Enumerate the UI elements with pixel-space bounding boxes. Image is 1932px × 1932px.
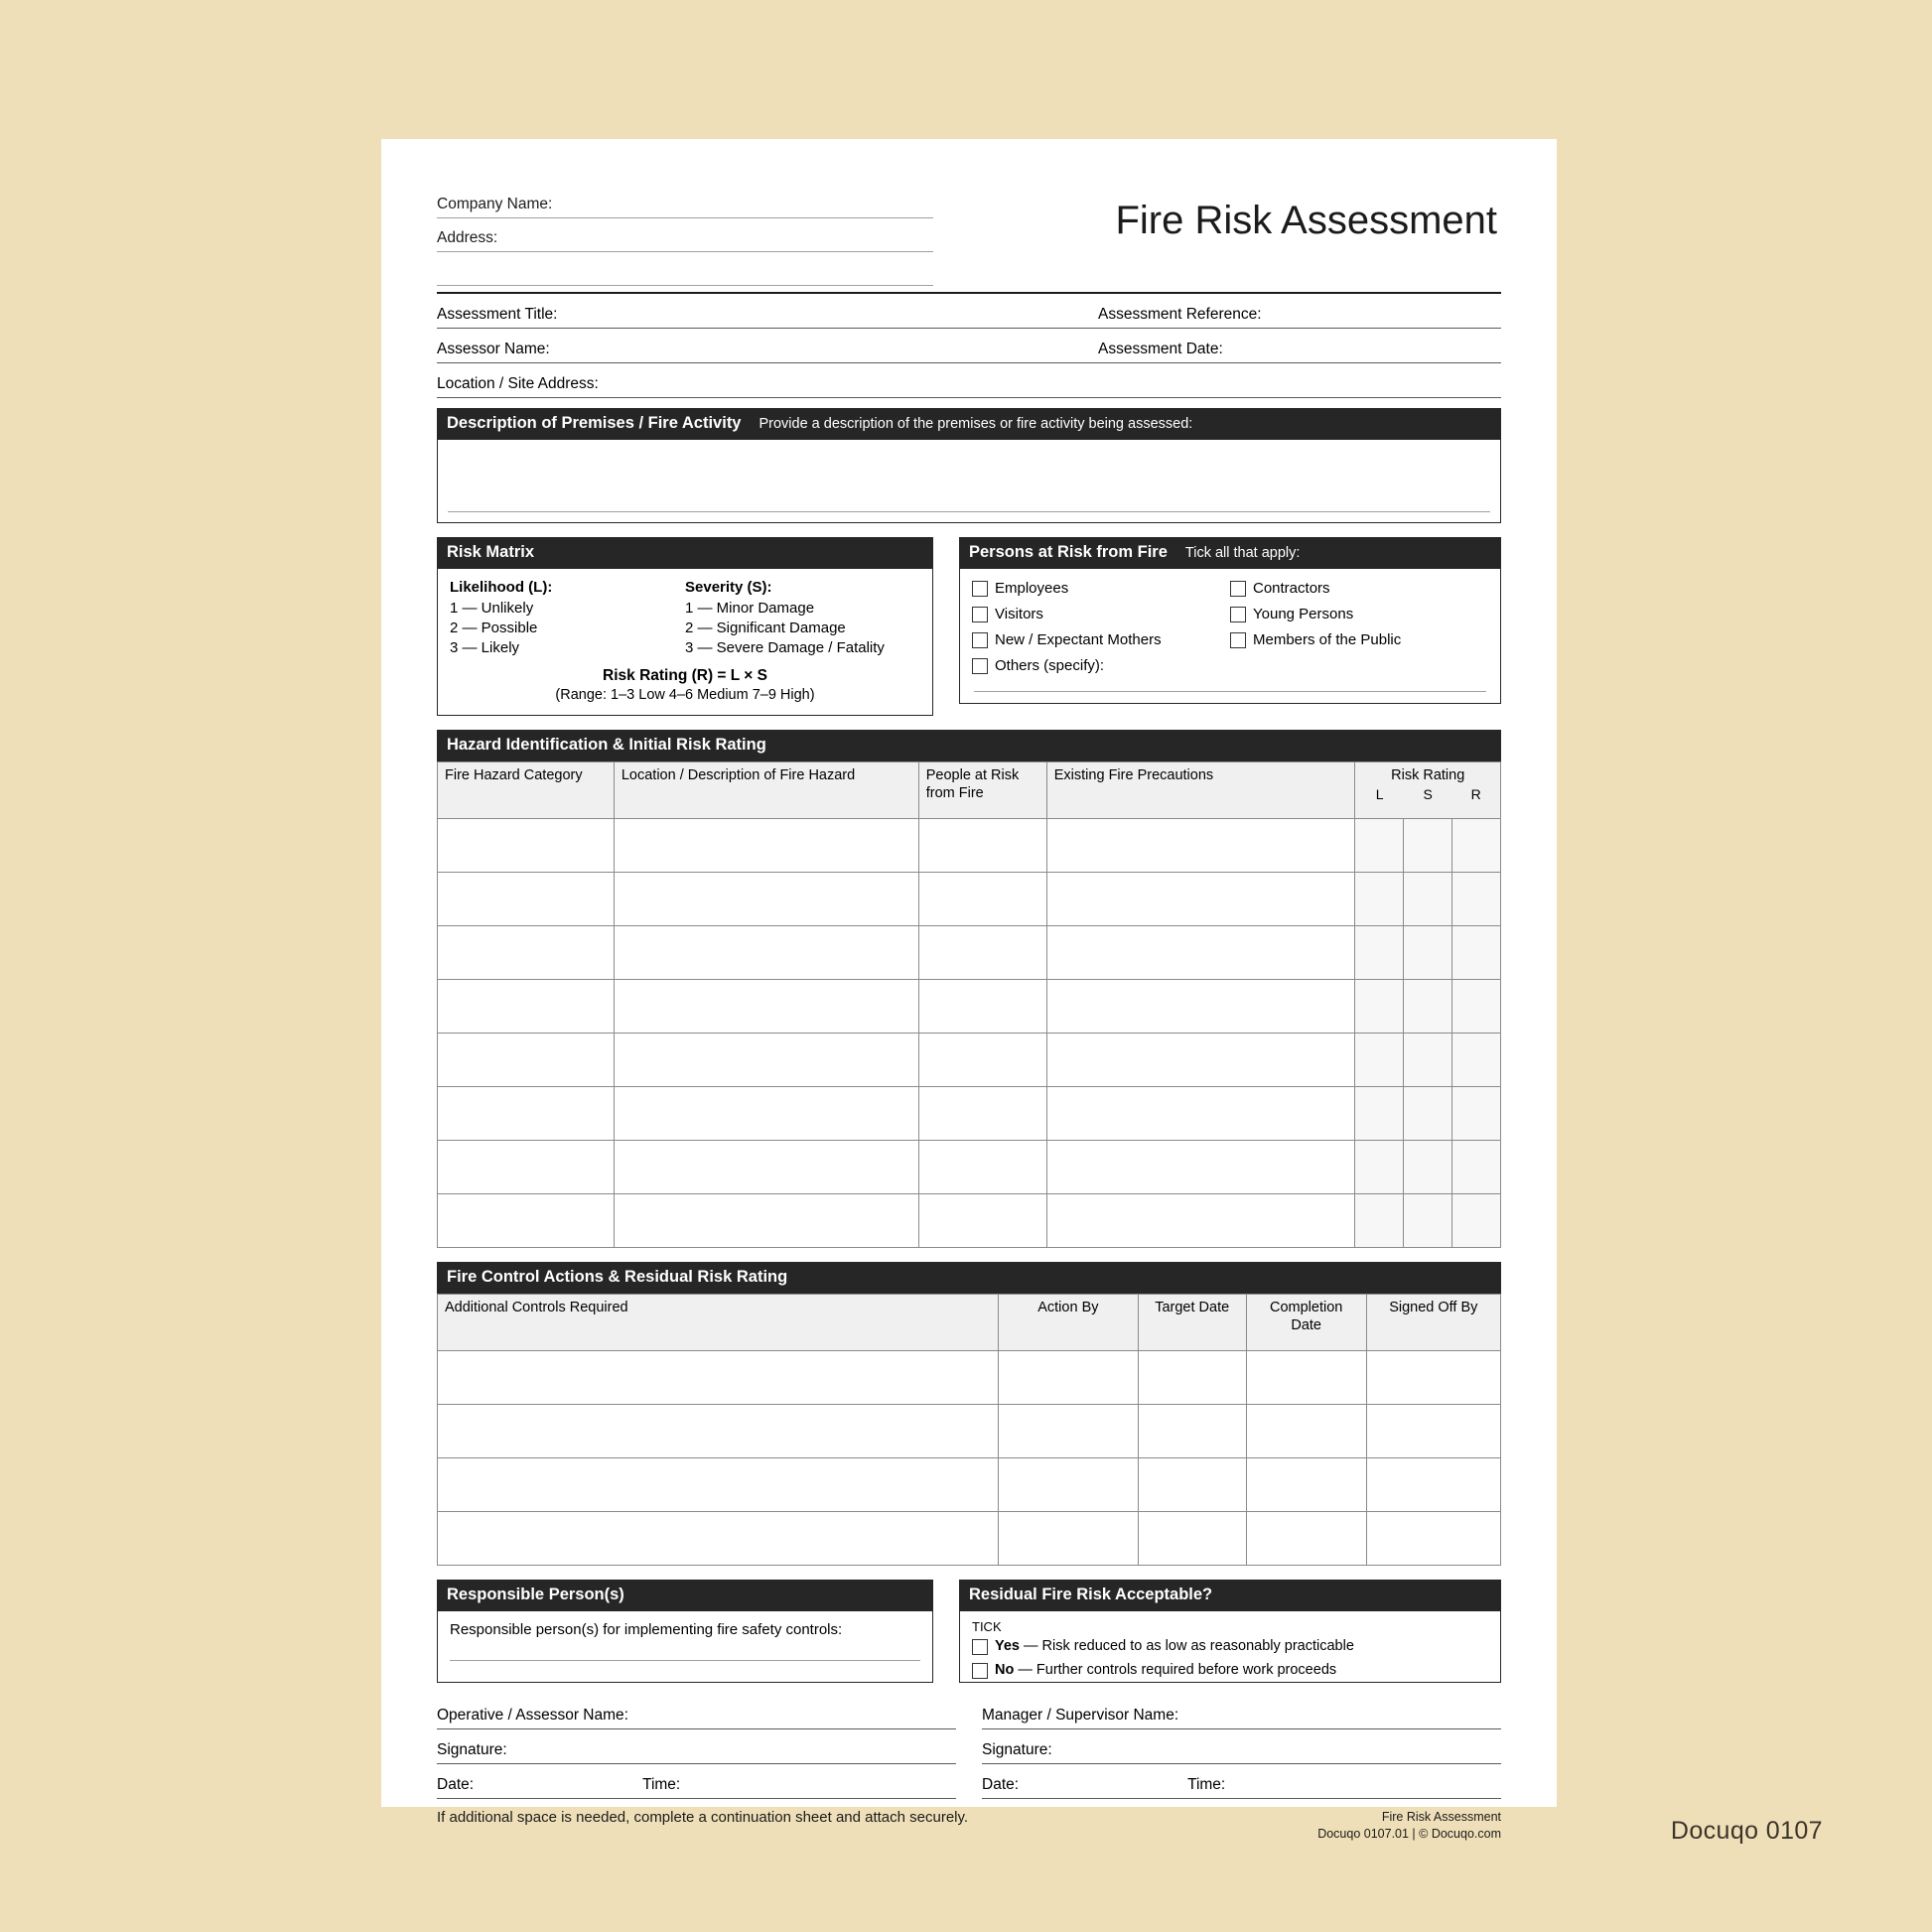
checkbox-label: Members of the Public <box>1253 631 1402 648</box>
residual-yes-bold: Yes <box>995 1638 1020 1655</box>
checkbox-residual-no[interactable] <box>972 1662 1488 1679</box>
cell-completion-date[interactable] <box>1246 1351 1366 1405</box>
address-field-line2[interactable] <box>437 252 933 286</box>
operative-name-label: Operative / Assessor Name: <box>437 1707 628 1725</box>
address-label: Address: <box>437 229 498 246</box>
risk-rating-sub-l: L <box>1375 785 1384 802</box>
controls-bar-title: Fire Control Actions & Residual Risk Rating <box>447 1268 788 1287</box>
signoff-row <box>437 1695 1501 1799</box>
cell-additional[interactable] <box>438 1458 999 1512</box>
cell-l[interactable] <box>1355 1141 1404 1194</box>
manager-name-field[interactable] <box>982 1695 1501 1729</box>
cell-action-by[interactable] <box>999 1458 1139 1512</box>
cell-target-date[interactable] <box>1138 1351 1246 1405</box>
manager-signature-label: Signature: <box>982 1741 1052 1759</box>
persons-bar-title: Persons at Risk from Fire <box>969 543 1168 561</box>
table-row[interactable] <box>438 926 1501 980</box>
controls-col-additional: Additional Controls Required <box>438 1295 999 1351</box>
description-bar-subtitle: Provide a description of the premises or fire activity being assessed: <box>759 416 1193 432</box>
likelihood-heading: Likelihood (L): <box>450 579 553 596</box>
checkbox-label: Employees <box>995 580 1069 597</box>
severity-item: 3 — Severe Damage / Fatality <box>685 638 885 656</box>
persons-at-risk-body <box>959 569 1501 704</box>
cell-people[interactable] <box>918 926 1046 980</box>
controls-table-body <box>438 1351 1501 1566</box>
responsible-bar-title: Responsible Person(s) <box>447 1586 624 1604</box>
table-row[interactable] <box>438 819 1501 873</box>
cell-signed-off-by[interactable] <box>1366 1405 1500 1458</box>
cell-s[interactable] <box>1404 1087 1452 1141</box>
risk-rating-formula: Risk Rating (R) = L × S <box>603 667 767 685</box>
cell-r[interactable] <box>1452 819 1501 873</box>
document-code: Docuqo 0107 <box>1670 1817 1823 1845</box>
checkbox-icon[interactable] <box>972 581 988 597</box>
hazard-table-body <box>438 819 1501 1248</box>
risk-rating-title: Risk Rating <box>1391 767 1465 784</box>
risk-matrix-body <box>437 569 933 716</box>
description-section-bar <box>437 408 1501 440</box>
footer-meta-line2: Docuqo 0107.01 | © Docuqo.com <box>1317 1827 1501 1842</box>
cell-precautions[interactable] <box>1046 1141 1355 1194</box>
cell-people[interactable] <box>918 873 1046 926</box>
residual-bar <box>959 1580 1501 1611</box>
cell-action-by[interactable] <box>999 1512 1139 1566</box>
cell-s[interactable] <box>1404 819 1452 873</box>
cell-location[interactable] <box>614 980 918 1034</box>
cell-location[interactable] <box>614 873 918 926</box>
hazard-bar-title: Hazard Identification & Initial Risk Rating <box>447 736 766 755</box>
operative-signature-label: Signature: <box>437 1741 507 1759</box>
operative-signature-field[interactable] <box>437 1729 956 1764</box>
residual-no-bold: No <box>995 1662 1015 1679</box>
document-page <box>381 139 1557 1842</box>
cell-location[interactable] <box>614 1141 918 1194</box>
checkbox-others[interactable] <box>972 657 1488 674</box>
company-name-field[interactable] <box>437 185 933 218</box>
table-row[interactable] <box>438 873 1501 926</box>
document-footer <box>437 1809 1501 1843</box>
table-row[interactable] <box>438 1034 1501 1087</box>
table-row[interactable] <box>438 1087 1501 1141</box>
table-row[interactable] <box>438 1512 1501 1566</box>
description-input-area[interactable] <box>448 450 1490 512</box>
controls-col-signed-off-by: Signed Off By <box>1366 1295 1500 1351</box>
cell-precautions[interactable] <box>1046 873 1355 926</box>
cell-signed-off-by[interactable] <box>1366 1458 1500 1512</box>
persons-at-risk-bar <box>959 537 1501 569</box>
table-row[interactable] <box>438 980 1501 1034</box>
table-row[interactable] <box>438 1351 1501 1405</box>
cell-category[interactable] <box>438 1034 615 1087</box>
assessor-name-label: Assessor Name: <box>437 341 550 357</box>
severity-heading: Severity (S): <box>685 579 772 596</box>
cell-s[interactable] <box>1404 1141 1452 1194</box>
checkbox-contractors[interactable] <box>1230 580 1488 597</box>
cell-category[interactable] <box>438 1194 615 1248</box>
cell-completion-date[interactable] <box>1246 1512 1366 1566</box>
residual-no-rest: — Further controls required before work proceeds <box>1014 1662 1337 1679</box>
description-bar-title: Description of Premises / Fire Activity <box>447 414 742 432</box>
assessment-reference-label: Assessment Reference: <box>1098 306 1262 323</box>
cell-r[interactable] <box>1452 1194 1501 1248</box>
operative-date-time-field[interactable] <box>437 1764 956 1799</box>
hazard-col-people: People at Risk from Fire <box>918 762 1046 819</box>
description-box <box>437 440 1501 523</box>
footer-meta-line1: Fire Risk Assessment <box>1381 1810 1501 1825</box>
cell-category[interactable] <box>438 873 615 926</box>
checkbox-label: Others (specify): <box>995 657 1105 674</box>
cell-people[interactable] <box>918 1194 1046 1248</box>
hazard-table <box>437 761 1501 1248</box>
risk-rating-range: (Range: 1–3 Low 4–6 Medium 7–9 High) <box>555 687 815 704</box>
assessment-title-field[interactable] <box>437 294 969 329</box>
cell-category[interactable] <box>438 926 615 980</box>
cell-precautions[interactable] <box>1046 1087 1355 1141</box>
page-title: Fire Risk Assessment <box>1115 199 1497 242</box>
cell-s[interactable] <box>1404 1034 1452 1087</box>
likelihood-column <box>450 579 685 657</box>
location-field[interactable] <box>437 363 1501 398</box>
cell-action-by[interactable] <box>999 1351 1139 1405</box>
checkbox-new-expectant-mothers[interactable] <box>972 631 1230 648</box>
table-row[interactable] <box>438 1405 1501 1458</box>
location-label: Location / Site Address: <box>437 375 599 392</box>
checkbox-label: New / Expectant Mothers <box>995 631 1162 648</box>
checkbox-icon[interactable] <box>1230 581 1246 597</box>
assessment-date-label: Assessment Date: <box>1098 341 1223 357</box>
checkbox-icon[interactable] <box>972 1639 988 1655</box>
manager-date-label: Date: <box>982 1776 1020 1794</box>
tick-label: TICK <box>972 1619 1002 1635</box>
manager-date-time-field[interactable] <box>982 1764 1501 1799</box>
cell-people[interactable] <box>918 819 1046 873</box>
matrix-persons-row <box>437 537 1501 716</box>
severity-item: 1 — Minor Damage <box>685 600 815 617</box>
residual-yes-text <box>995 1638 1354 1654</box>
checkbox-icon[interactable] <box>1230 607 1246 622</box>
cell-r[interactable] <box>1452 1034 1501 1087</box>
checkbox-icon[interactable] <box>1230 632 1246 648</box>
checkbox-label: Visitors <box>995 606 1043 622</box>
cell-l[interactable] <box>1355 926 1404 980</box>
cell-completion-date[interactable] <box>1246 1458 1366 1512</box>
cell-people[interactable] <box>918 1034 1046 1087</box>
risk-matrix-bar-title: Risk Matrix <box>447 543 535 561</box>
checkbox-employees[interactable] <box>972 580 1230 597</box>
cell-people[interactable] <box>918 980 1046 1034</box>
residual-no-text <box>995 1662 1336 1678</box>
severity-item: 2 — Significant Damage <box>685 619 846 636</box>
cell-location[interactable] <box>614 1194 918 1248</box>
cell-signed-off-by[interactable] <box>1366 1512 1500 1566</box>
risk-matrix-panel <box>437 537 933 716</box>
cell-location[interactable] <box>614 1034 918 1087</box>
header-fields <box>437 181 933 286</box>
checkbox-icon[interactable] <box>972 658 988 674</box>
cell-precautions[interactable] <box>1046 926 1355 980</box>
responsible-text: Responsible person(s) for implementing fire safety controls: <box>450 1621 843 1639</box>
controls-section-bar <box>437 1262 1501 1294</box>
controls-table-header-row <box>438 1295 1501 1351</box>
cell-people[interactable] <box>918 1087 1046 1141</box>
residual-yes-rest: — Risk reduced to as low as reasonably practicable <box>1020 1638 1354 1655</box>
responsible-input[interactable] <box>450 1660 920 1661</box>
residual-panel <box>959 1580 1501 1683</box>
controls-col-completion-date: Completion Date <box>1246 1295 1366 1351</box>
document-header <box>437 181 1501 286</box>
cell-l[interactable] <box>1355 819 1404 873</box>
others-specify-input[interactable] <box>974 691 1486 692</box>
cell-s[interactable] <box>1404 873 1452 926</box>
footer-note: If additional space is needed, complete a continuation sheet and attach securely. <box>437 1809 969 1827</box>
cell-target-date[interactable] <box>1138 1458 1246 1512</box>
risk-matrix-bar <box>437 537 933 569</box>
persons-bar-subtitle: Tick all that apply: <box>1184 545 1301 561</box>
footer-meta <box>1317 1809 1501 1843</box>
cell-completion-date[interactable] <box>1246 1405 1366 1458</box>
operative-time-label: Time: <box>642 1776 681 1794</box>
address-field[interactable] <box>437 218 933 252</box>
cell-precautions[interactable] <box>1046 1034 1355 1087</box>
persons-at-risk-panel <box>959 537 1501 716</box>
manager-name-label: Manager / Supervisor Name: <box>982 1707 1179 1725</box>
risk-rating-sub-r: R <box>1470 785 1481 802</box>
cell-l[interactable] <box>1355 873 1404 926</box>
residual-bar-title: Residual Fire Risk Acceptable? <box>969 1586 1213 1604</box>
likelihood-item: 2 — Possible <box>450 619 538 636</box>
responsible-bar <box>437 1580 933 1611</box>
controls-col-action-by: Action By <box>999 1295 1139 1351</box>
cell-l[interactable] <box>1355 1194 1404 1248</box>
manager-time-label: Time: <box>1187 1776 1226 1794</box>
cell-s[interactable] <box>1404 1194 1452 1248</box>
likelihood-item: 3 — Likely <box>450 638 520 656</box>
checkbox-icon[interactable] <box>972 1663 988 1679</box>
company-name-label: Company Name: <box>437 196 553 212</box>
responsible-residual-row <box>437 1580 1501 1683</box>
table-row[interactable] <box>438 1194 1501 1248</box>
checkbox-visitors[interactable] <box>972 606 1230 622</box>
cell-category[interactable] <box>438 980 615 1034</box>
cell-precautions[interactable] <box>1046 1194 1355 1248</box>
signoff-left-column <box>437 1695 956 1799</box>
cell-additional[interactable] <box>438 1351 999 1405</box>
signoff-right-column <box>982 1695 1501 1799</box>
manager-signature-field[interactable] <box>982 1729 1501 1764</box>
cell-action-by[interactable] <box>999 1405 1139 1458</box>
cell-precautions[interactable] <box>1046 819 1355 873</box>
hazard-col-category: Fire Hazard Category <box>438 762 615 819</box>
cell-additional[interactable] <box>438 1405 999 1458</box>
cell-s[interactable] <box>1404 926 1452 980</box>
cell-target-date[interactable] <box>1138 1405 1246 1458</box>
table-row[interactable] <box>438 1141 1501 1194</box>
cell-category[interactable] <box>438 1087 615 1141</box>
meta-row-1 <box>437 294 1501 329</box>
assessor-name-field[interactable] <box>437 329 969 363</box>
cell-l[interactable] <box>1355 980 1404 1034</box>
responsible-body <box>437 1611 933 1683</box>
cell-location[interactable] <box>614 926 918 980</box>
likelihood-item: 1 — Unlikely <box>450 600 534 617</box>
checkbox-label: Young Persons <box>1253 606 1354 622</box>
hazard-col-location: Location / Description of Fire Hazard <box>614 762 918 819</box>
cell-people[interactable] <box>918 1141 1046 1194</box>
hazard-col-risk-rating <box>1355 762 1501 819</box>
checkbox-icon[interactable] <box>972 607 988 622</box>
checkbox-members-of-public[interactable] <box>1230 631 1488 648</box>
cell-r[interactable] <box>1452 926 1501 980</box>
severity-column <box>685 579 920 657</box>
cell-location[interactable] <box>614 1087 918 1141</box>
checkbox-residual-yes[interactable] <box>972 1638 1488 1655</box>
cell-target-date[interactable] <box>1138 1512 1246 1566</box>
cell-r[interactable] <box>1452 1087 1501 1141</box>
cell-s[interactable] <box>1404 980 1452 1034</box>
cell-signed-off-by[interactable] <box>1366 1351 1500 1405</box>
cell-r[interactable] <box>1452 873 1501 926</box>
cell-category[interactable] <box>438 819 615 873</box>
assessment-date-field[interactable] <box>969 329 1501 363</box>
residual-body <box>959 1611 1501 1683</box>
controls-table <box>437 1294 1501 1566</box>
cell-precautions[interactable] <box>1046 980 1355 1034</box>
cell-r[interactable] <box>1452 1141 1501 1194</box>
hazard-table-header-row <box>438 762 1501 819</box>
checkbox-young-persons[interactable] <box>1230 606 1488 622</box>
assessment-reference-field[interactable] <box>969 294 1501 329</box>
operative-date-label: Date: <box>437 1776 475 1794</box>
checkbox-label: Contractors <box>1253 580 1330 597</box>
cell-additional[interactable] <box>438 1512 999 1566</box>
cell-category[interactable] <box>438 1141 615 1194</box>
assessment-title-label: Assessment Title: <box>437 306 558 323</box>
controls-col-target-date: Target Date <box>1138 1295 1246 1351</box>
meta-row-2 <box>437 329 1501 363</box>
responsible-panel <box>437 1580 933 1683</box>
checkbox-icon[interactable] <box>972 632 988 648</box>
hazard-section-bar <box>437 730 1501 761</box>
cell-l[interactable] <box>1355 1087 1404 1141</box>
table-row[interactable] <box>438 1458 1501 1512</box>
cell-location[interactable] <box>614 819 918 873</box>
cell-r[interactable] <box>1452 980 1501 1034</box>
hazard-col-precautions: Existing Fire Precautions <box>1046 762 1355 819</box>
risk-rating-sub-s: S <box>1423 785 1433 802</box>
cell-l[interactable] <box>1355 1034 1404 1087</box>
operative-name-field[interactable] <box>437 1695 956 1729</box>
